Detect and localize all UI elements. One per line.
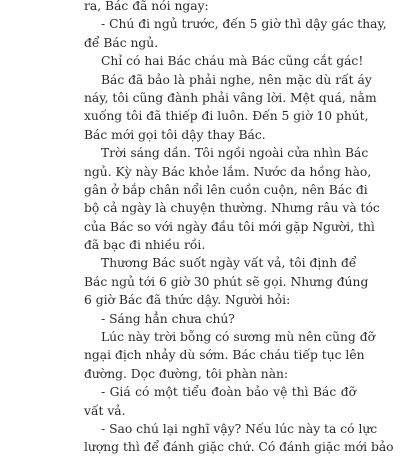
text-line: - Chú đi ngủ trước, đến 5 giờ thì dậy gác thay, bbox=[101, 17, 387, 32]
text-line: Chỉ có hai Bác cháu mà Bác cũng cắt gác! bbox=[101, 54, 364, 69]
text-line: gân ở bắp chân nổi lên cuồn cuộn, nên Bác đi bbox=[84, 182, 368, 197]
text-line: để Bác ngủ. bbox=[84, 35, 159, 50]
text-line: đã bạc đi nhiều rồi. bbox=[84, 238, 206, 253]
text-line: Bác ngủ tới 6 giờ 30 phút sẽ gọi. Nhưng đúng bbox=[84, 274, 369, 289]
text-line: - Giá có một tiểu đoàn bảo vệ thì Bác đỡ bbox=[101, 385, 356, 400]
text-line: 6 giờ Bác đã thức dậy. Người hỏi: bbox=[84, 293, 291, 308]
text-line: ngại địch nhảy dù sớm. Bác cháu tiếp tục lên bbox=[84, 348, 365, 363]
text-line: của Bác so với ngày đầu tôi mới gặp Người, thì bbox=[84, 219, 375, 234]
text-line: - Sáng hẳn chưa chú? bbox=[101, 311, 235, 326]
text-line: ra, Bác đã nói ngay: bbox=[84, 0, 209, 13]
text-line: xuống tôi đã thiếp đi luôn. Đến 5 giờ 10 phút, bbox=[84, 109, 369, 124]
text-line: Lúc này trời bỗng có sương mù nên cũng đỡ bbox=[101, 330, 375, 345]
text-line: náy, tôi cũng đành phải vâng lời. Mệt quá, nằm bbox=[84, 90, 377, 105]
body-text bbox=[84, 0, 394, 457]
text-line: Bác mới gọi tôi dậy thay Bác. bbox=[84, 127, 266, 142]
text-line: lượng thì để đánh giặc chứ. Có đánh giặc mới bảo bbox=[84, 440, 394, 455]
text-line: vất vả. bbox=[84, 403, 126, 418]
text-line: Thương Bác suốt ngày vất vả, tôi định để bbox=[101, 256, 357, 271]
text-line: - Sao chú lại nghĩ vậy? Nếu lúc này ta có lực bbox=[101, 421, 378, 436]
text-line: Trời sáng dần. Tôi ngồi ngoài cửa nhìn Bác bbox=[101, 146, 369, 161]
text-line: bộ cả ngày là chuyện thường. Nhưng râu và tóc bbox=[84, 201, 380, 216]
text-line: đường. Dọc đường, tôi phàn nàn: bbox=[84, 366, 289, 381]
text-line: ngủ. Kỳ này Bác khỏe lắm. Nước da hồng hào, bbox=[84, 164, 372, 179]
text-line: Bác đã bảo là phải nghe, nên mặc dù rất áy bbox=[101, 72, 372, 87]
